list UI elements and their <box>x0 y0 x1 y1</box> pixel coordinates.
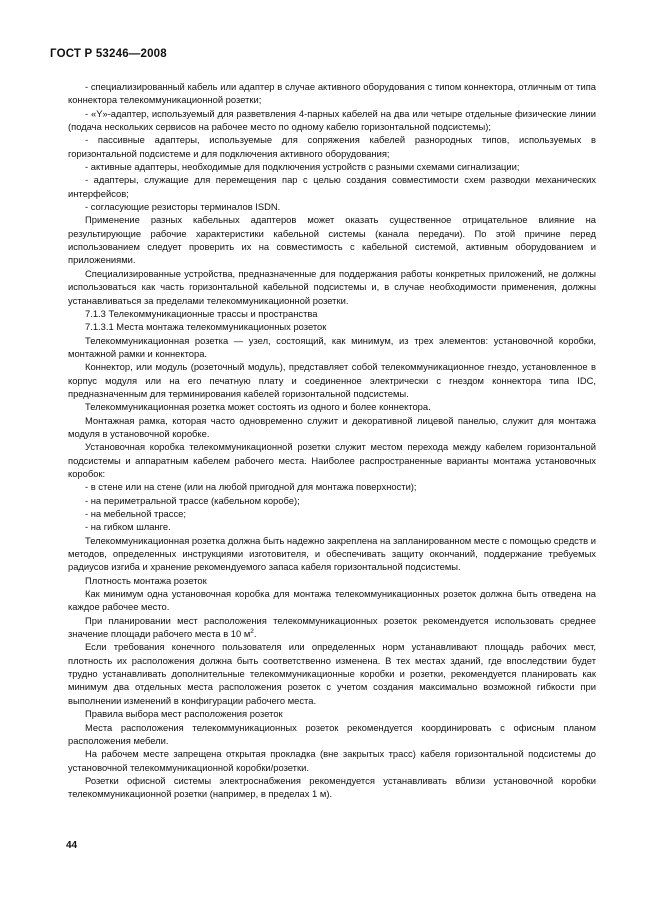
list-item: - на периметральной трассе (кабельном коробе); <box>85 494 300 506</box>
list-item: - на гибком шланге. <box>85 521 171 533</box>
paragraph: Если требования конечного пользователя или определенных норм устанавливают площадь рабочих мест, плотность их расположения должна быть соответственно изменена. В тех местах зданий, где впоследствии будет трудно устанавливать дополнительные телекоммуникационные коробки и розетки, рекомендуется планировать как минимум два отдельных места расположения розеток с учетом создания максимально возможной гибкости при выполнении изменений в конфигурации рабочего места. <box>68 641 596 706</box>
list-item: - адаптеры, служащие для перемещения пар с целью создания совместимости схем разводки механических интерфейсов; <box>68 174 596 199</box>
body-text <box>68 80 596 801</box>
run-in-heading: Плотность монтажа розеток <box>85 574 207 586</box>
page-number: 44 <box>66 840 78 851</box>
run-in-heading: Правила выбора мест расположения розеток <box>85 708 283 720</box>
list-item: - согласующие резисторы терминалов ISDN. <box>85 201 281 213</box>
area-sentence-end: . <box>253 628 257 640</box>
paragraph: Специализированные устройства, предназначенные для поддержания работы конкретных приложений, не должны использоваться как часть горизонтальной кабельной подсистемы и, в случае необходимости применения, должны устанавливаться за пределами телекоммуникационной розетки. <box>68 267 596 306</box>
list-item: - активные адаптеры, необходимые для подключения устройств с разными схемами сигнализации; <box>85 161 520 173</box>
list-item: - на мебельной трассе; <box>85 508 186 519</box>
area-sentence: При планировании мест расположения телекоммуникационных розеток рекомендуется использовать среднее значение площади рабочего места в 10 м <box>68 614 596 640</box>
list-item: - «Y»-адаптер, используемый для разветвления 4-парных кабелей на два или четыре отдельные физические линии (подача нескольких сервисов на рабочее место по одному кабелю горизонтальной подсистемы); <box>68 107 596 133</box>
list-item: - в стене или на стене (или на любой пригодной для монтажа поверхности); <box>85 481 417 493</box>
section-heading: 7.1.3 Телекоммуникационные трассы и пространства <box>85 307 318 319</box>
list-item: - пассивные адаптеры, используемые для сопряжения кабелей разнородных типов, используемых в горизонтальной подсистеме и для подключения активного оборудования; <box>68 134 596 159</box>
paragraph: Места расположения телекоммуникационных розеток рекомендуется координировать с офисным планом расположения мебели. <box>68 721 596 746</box>
area-unit-superscript: 2 <box>250 627 254 635</box>
paragraph: Телекоммуникационная розетка — узел, состоящий, как минимум, из трех элементов: установочной коробки, монтажной рамки и коннектора. <box>68 334 596 359</box>
paragraph: Установочная коробка телекоммуникационной розетки служит местом перехода между кабелем горизонтальной подсистемы и аппаратным кабелем рабочего места. Наиболее распространенные варианты монтажа установочных коробок: <box>68 441 596 479</box>
subsection-heading: 7.1.3.1 Места монтажа телекоммуникационных розеток <box>85 321 327 333</box>
paragraph: Как минимум одна установочная коробка для монтажа телекоммуникационных розеток должна быть отведена на каждое рабочее место. <box>68 588 596 613</box>
paragraph: Монтажная рамка, которая часто одновременно служит и декоративной лицевой панелью, служит для монтажа модуля в установочной коробке. <box>68 414 596 439</box>
paragraph: На рабочем месте запрещена открытая прокладка (вне закрытых трасс) кабеля горизонтальной подсистемы до установочной телекоммуникационной коробки/розетки. <box>68 748 596 773</box>
paragraph: Телекоммуникационная розетка должна быть надежно закреплена на запланированном месте с помощью средств и методов, определенных инструкциями изготовителя, и обеспечивать защиту окончаний, поддержание требуемых радиусов изгиба и хранение рекомендуемого запаса кабеля горизонтальной подсистемы. <box>68 534 596 573</box>
paragraph: Применение разных кабельных адаптеров может оказать существенное отрицательное влияние на результирующие рабочие характеристики кабельной системы (канала передачи). По этой причине перед использованием следует проверить их на совместимость с кабельной системой, активным оборудованием и приложениями. <box>68 214 596 266</box>
paragraph: Телекоммуникационная розетка может состоять из одного и более коннектора. <box>85 401 431 413</box>
paragraph: Розетки офисной системы электроснабжения рекомендуется устанавливать вблизи установочной коробки телекоммуникационной розетки (например, в пределах 1 м). <box>68 774 596 800</box>
standard-header: ГОСТ Р 53246—2008 <box>50 48 167 60</box>
list-item: - специализированный кабель или адаптер в случае активного оборудования с типом коннектора, отличным от типа коннектора телекоммуникационной розетки; <box>68 81 596 106</box>
paragraph: Коннектор, или модуль (розеточный модуль), представляет собой телекоммуникационное гнездо, установленное в корпус модуля или на его печатную плату и соединенное электрически с гнездом коннектора типа IDC, предназначенным для терминирования кабелей горизонтальной подсистемы. <box>68 361 596 399</box>
paragraph <box>68 614 596 641</box>
